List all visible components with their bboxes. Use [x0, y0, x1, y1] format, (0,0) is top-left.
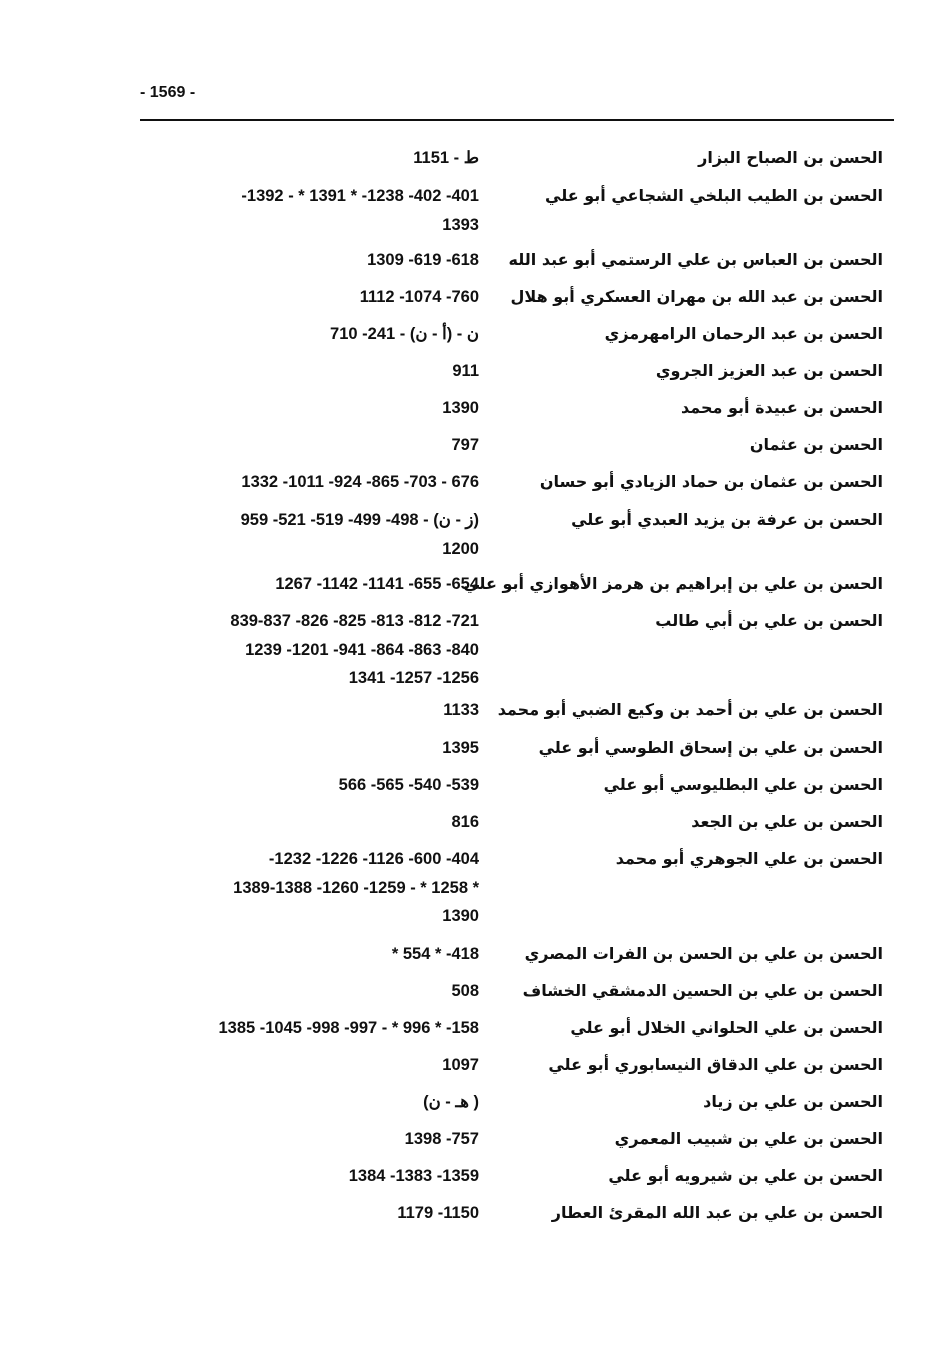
ref-line: 1133: [443, 701, 479, 719]
entry-refs: [442, 394, 479, 423]
entry-name: الحسن بن علي الدقاق النيسابوري أبو علي: [548, 1055, 883, 1074]
entry-name: الحسن بن عثمان بن حماد الزيادي أبو حسان: [539, 472, 883, 491]
ref-line: 1384 -1383 -1359: [348, 1167, 479, 1185]
entry-refs: [360, 283, 479, 312]
entry-name: الحسن بن علي بن شيرويه أبو علي: [608, 1166, 883, 1185]
ref-line: 959 -521 -519 -499 -498 - (ز - ن): [240, 511, 479, 529]
entry-refs: [241, 468, 479, 497]
ref-line: 1389-1388 -1260 -1259 - * 1258 *: [233, 878, 479, 897]
page-number: - 1569 -: [140, 84, 196, 101]
entry-name: الحسن بن علي بن الحسين الدمشقي الخشاف: [522, 981, 883, 1000]
entry-name: الحسن بن عبد العزيز الجروي: [655, 361, 883, 380]
entry-name: الحسن بن علي بن عبد الله المقرئ العطار: [551, 1203, 883, 1222]
entry-refs: [451, 977, 479, 1006]
entry-refs: [330, 320, 479, 349]
entry-name: الحسن بن الطيب البلخي الشجاعي أبو علي: [545, 186, 883, 205]
ref-line: 566 -565 -540 -539: [338, 776, 479, 794]
ref-line: 797: [451, 436, 479, 454]
entry-name: الحسن بن علي الجوهري أبو محمد: [615, 849, 883, 868]
entry-name: الحسن بن علي الحلواني الخلال أبو علي: [570, 1018, 883, 1037]
entry-name: الحسن بن عثمان: [749, 435, 883, 454]
ref-line: 1239 -1201 -941 -864 -863 -840: [245, 640, 479, 659]
ref-line: 1390: [442, 399, 479, 417]
entry-refs: [452, 357, 479, 386]
ref-line: 1390: [442, 907, 479, 925]
ref-line: -1392 - * 1391 * -1238 -402 -401: [241, 187, 479, 205]
entry-name: الحسن بن عبد الرحمان الرامهرمزي: [604, 324, 883, 343]
entry-refs: [451, 808, 479, 837]
entry-refs: [241, 506, 479, 563]
entry-refs: [423, 1088, 479, 1117]
entry-name: الحسن بن علي بن شبيب المعمري: [614, 1129, 883, 1148]
entry-name: الحسن بن علي بن أبي طالب: [655, 611, 883, 630]
entry-refs: [397, 1199, 479, 1228]
entry-name: الحسن بن الصباح البزار: [698, 148, 883, 167]
entry-name: الحسن بن علي بن زياد: [703, 1092, 883, 1111]
entry-name: الحسن بن عرفة بن يزيد العبدي أبو علي: [571, 510, 883, 529]
entry-refs: [230, 607, 479, 693]
entry-refs: [405, 1125, 479, 1154]
entry-refs: [442, 1051, 479, 1080]
ref-line: 1179 -1150: [397, 1204, 479, 1222]
ref-line: ط - 1151: [413, 149, 479, 167]
entry-name: الحسن بن علي بن أحمد بن وكيع الضبي أبو محمد: [497, 700, 883, 719]
entry-refs: [233, 845, 479, 931]
ref-line: -1232 -1226 -1126 -600 -404: [268, 850, 479, 868]
entry-name: الحسن بن عبد الله بن مهران العسكري أبو هلال: [510, 287, 883, 306]
ref-line: 816: [451, 813, 479, 831]
entry-name: الحسن بن علي البطليوسي أبو علي: [603, 775, 883, 794]
entry-refs: [367, 246, 479, 275]
entry-name: الحسن بن علي بن الحسن بن الفرات المصري: [524, 944, 883, 963]
entry-refs: [451, 431, 479, 460]
ref-line: 1393: [442, 215, 479, 234]
ref-line: 1398 -757: [404, 1130, 479, 1148]
entry-refs: [349, 1162, 479, 1191]
entry-refs: [241, 182, 479, 239]
ref-line: (هـ - ن ): [423, 1093, 479, 1111]
ref-line: 1200: [442, 539, 479, 558]
ref-line: 1332 -1011 -924 -865 -703 - 676: [241, 473, 479, 491]
ref-line: 1309 -619 -618: [367, 251, 479, 269]
header-rule: [140, 119, 894, 121]
ref-line: 839-837 -826 -825 -813 -812 -721: [230, 612, 479, 630]
entry-name: الحسن بن العباس بن علي الرستمي أبو عبد الله: [508, 250, 883, 269]
ref-line: 1395: [442, 739, 479, 757]
ref-line: 1112 -1074 -760: [359, 288, 479, 306]
entry-name: الحسن بن علي بن الجعد: [691, 812, 883, 831]
ref-line: * 554 * -418: [391, 945, 479, 963]
entry-refs: [443, 696, 479, 725]
entry-name: الحسن بن علي بن إسحاق الطوسي أبو علي: [538, 738, 883, 757]
ref-line: 1267 -1142 -1141 -655 -654: [275, 575, 479, 593]
entry-refs: [442, 734, 479, 763]
entry-refs: [392, 940, 479, 969]
ref-line: 508: [451, 982, 479, 1000]
ref-line: 1341 -1257 -1256: [348, 669, 479, 687]
entry-name: الحسن بن عبيدة أبو محمد: [681, 398, 883, 417]
entry-name: الحسن بن علي بن إبراهيم بن هرمز الأهوازي أبو علي: [463, 574, 883, 593]
ref-line: 1097: [442, 1056, 479, 1074]
entry-refs: [413, 144, 479, 173]
ref-line: 911: [452, 362, 479, 380]
ref-line: ن - (أ - ن) - 241- 710: [330, 325, 479, 343]
entry-refs: [275, 570, 479, 599]
ref-line: 1385 -1045 -998 -997 - * 996 * -158: [218, 1019, 479, 1037]
entry-refs: [339, 771, 479, 800]
entry-refs: [218, 1014, 479, 1043]
